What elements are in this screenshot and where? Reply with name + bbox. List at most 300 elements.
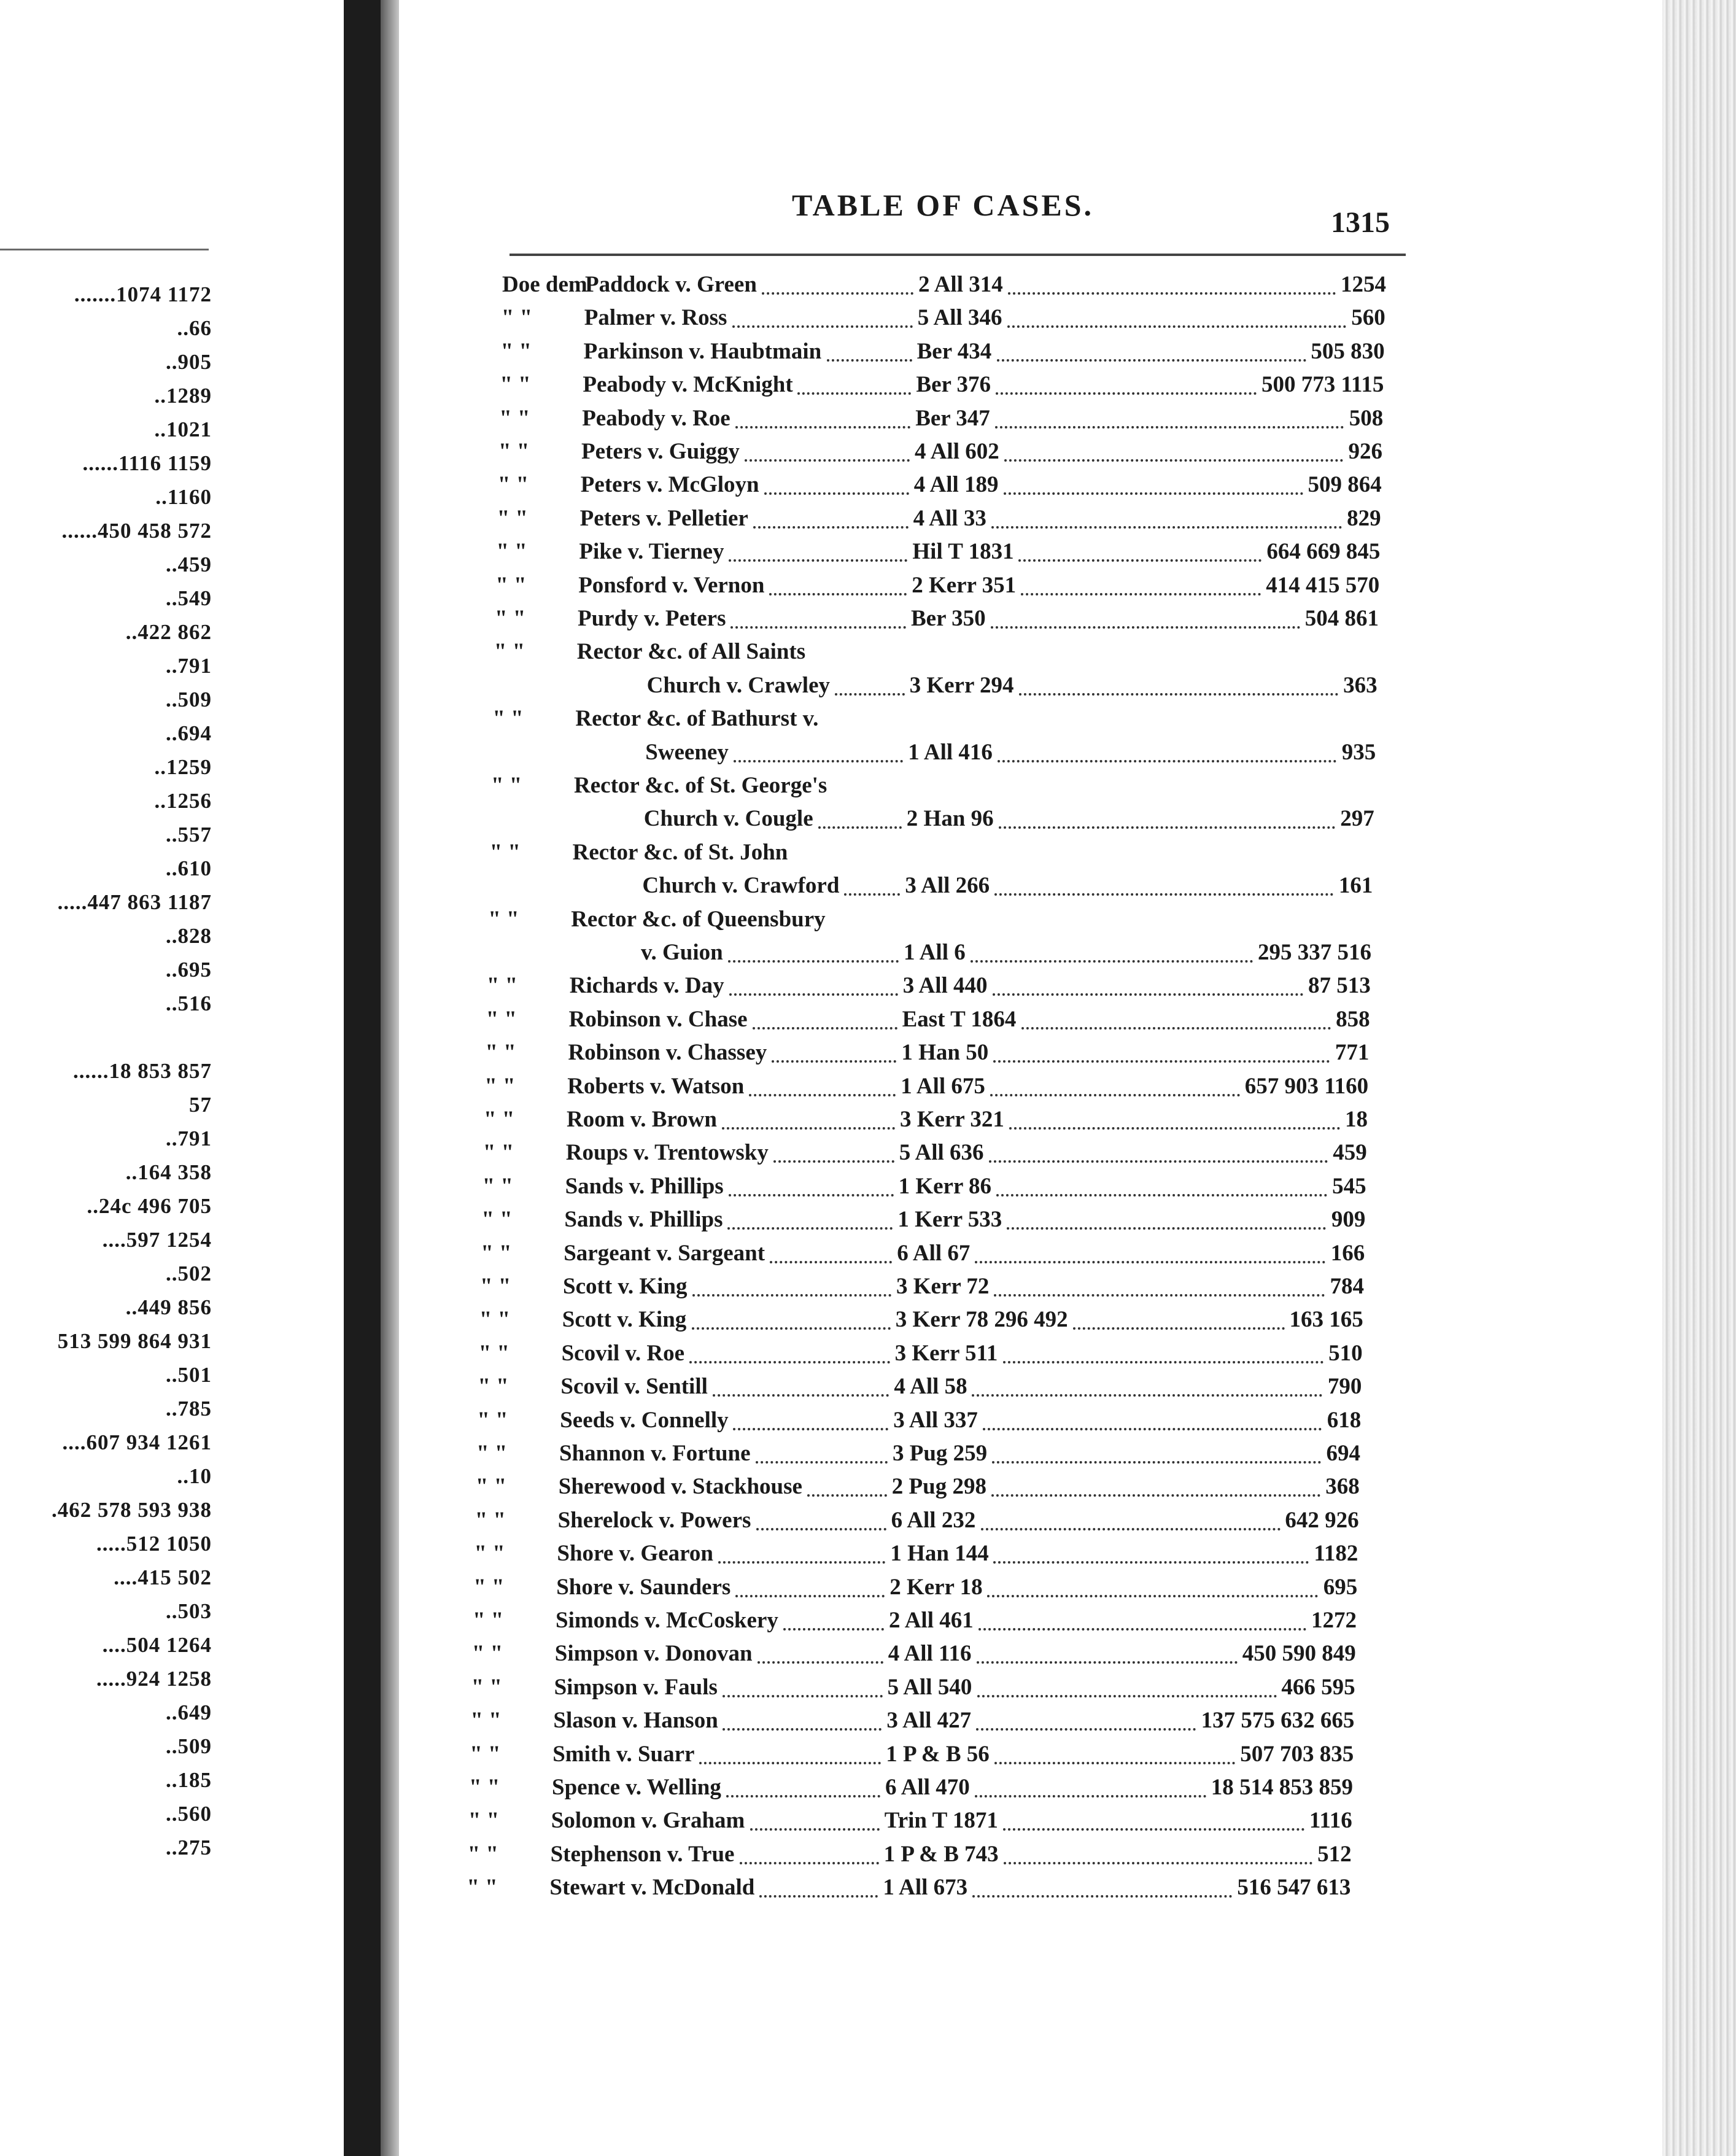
table-row <box>483 1139 1367 1170</box>
left-facing-page <box>0 0 344 2156</box>
page-references: 466 595 <box>1281 1674 1355 1700</box>
case-reference: 3 All 266 <box>905 873 990 899</box>
case-name: Church v. Crawley <box>646 672 830 698</box>
left-page-line: 513 599 864 931 <box>57 1329 212 1353</box>
left-page-line: ..509 <box>166 1734 212 1758</box>
case-name: Rector &c. of St. John <box>572 839 788 865</box>
dot-leader <box>783 1628 884 1631</box>
case-name: Smith v. Suarr <box>552 1741 695 1767</box>
page-references: 545 <box>1332 1173 1366 1199</box>
ditto-mark: " " <box>473 1574 505 1600</box>
dot-leader <box>1004 492 1303 495</box>
page-references: 161 <box>1338 873 1373 899</box>
case-name: Simonds v. McCoskery <box>556 1608 778 1633</box>
case-name: Purdy v. Peters <box>578 606 726 631</box>
case-reference: Ber 350 <box>911 606 986 631</box>
dot-leader <box>975 1795 1206 1797</box>
table-row <box>470 1707 1354 1738</box>
dot-leader <box>994 1294 1325 1297</box>
case-name: Rector &c. of St. George's <box>574 773 827 798</box>
ditto-mark: " " <box>495 606 526 631</box>
dot-leader <box>1007 1227 1326 1230</box>
page-references: 18 <box>1345 1107 1368 1132</box>
table-row <box>495 572 1379 603</box>
left-page-line: ..10 <box>177 1464 212 1488</box>
page-references: 87 513 <box>1308 973 1371 999</box>
ditto-mark: " " <box>500 338 532 364</box>
page-references: 829 <box>1347 505 1381 531</box>
dot-leader <box>992 1461 1321 1464</box>
table-row <box>489 872 1373 903</box>
case-reference: 1 Han 144 <box>890 1541 989 1567</box>
dot-leader <box>1003 1361 1323 1363</box>
case-name: Stephenson v. True <box>550 1841 735 1867</box>
left-page-line: ..164 358 <box>125 1160 212 1184</box>
dot-leader <box>764 492 909 495</box>
dot-leader <box>732 325 913 328</box>
case-reference: 4 All 602 <box>915 439 999 464</box>
case-reference: 1 All 673 <box>883 1875 968 1901</box>
case-reference: 3 All 427 <box>886 1708 972 1734</box>
left-page-line: ......18 853 857 <box>73 1059 212 1083</box>
case-name: Peabody v. Roe <box>582 405 730 431</box>
dot-leader <box>977 1661 1238 1664</box>
page-references: 507 703 835 <box>1240 1741 1354 1767</box>
dot-leader <box>740 1862 879 1864</box>
case-name: Scovil v. Roe <box>561 1340 685 1366</box>
ditto-mark: " " <box>477 1407 508 1433</box>
ditto-mark: " " <box>467 1841 498 1867</box>
dot-leader <box>972 1895 1232 1898</box>
dot-leader <box>991 626 1300 629</box>
case-name: Sands v. Phillips <box>564 1207 723 1233</box>
ditto-mark: " " <box>484 1073 516 1099</box>
table-row <box>473 1574 1357 1605</box>
dot-leader <box>844 893 900 896</box>
case-reference: 3 Kerr 72 <box>896 1274 990 1299</box>
table-row <box>477 1407 1361 1438</box>
ditto-mark: " " <box>481 1240 512 1266</box>
case-name: Rector &c. of Bathurst v. <box>575 706 819 732</box>
case-reference: East T 1864 <box>902 1006 1017 1032</box>
dot-leader <box>770 1261 892 1263</box>
page-references: 1182 <box>1314 1541 1358 1567</box>
left-page-line: ..785 <box>166 1397 212 1421</box>
table-row <box>502 304 1385 335</box>
page-references: 1272 <box>1311 1608 1357 1633</box>
dot-leader <box>729 993 898 996</box>
page-references: 450 590 849 <box>1242 1641 1356 1667</box>
ditto-mark: " " <box>471 1674 502 1700</box>
dot-leader <box>1021 1027 1331 1030</box>
page-references: 1254 <box>1341 272 1386 297</box>
dot-leader <box>728 960 899 963</box>
case-reference: Trin T 1871 <box>884 1808 998 1834</box>
page-references: 664 669 845 <box>1266 539 1381 565</box>
left-page-line: .......1074 1172 <box>74 282 212 306</box>
case-name: Peters v. McGloyn <box>580 472 759 498</box>
ditto-mark: " " <box>492 706 524 732</box>
case-name: Roups v. Trentowsky <box>565 1140 769 1166</box>
dot-leader <box>692 1294 891 1297</box>
case-name: Slason v. Hanson <box>553 1708 718 1734</box>
page-references: 618 <box>1327 1407 1362 1433</box>
table-row <box>490 805 1374 836</box>
dot-leader <box>733 1428 888 1430</box>
dot-leader <box>773 1160 894 1163</box>
case-name: Scott v. King <box>562 1307 687 1333</box>
table-row <box>497 505 1381 536</box>
case-reference: 2 All 314 <box>918 272 1003 297</box>
table-row <box>482 1173 1366 1204</box>
left-page-line: ..791 <box>166 654 212 678</box>
table-row <box>485 1039 1369 1070</box>
ditto-mark: " " <box>489 839 521 865</box>
case-reference: 1 Han 50 <box>901 1040 989 1066</box>
table-row <box>471 1674 1355 1705</box>
page-references: 512 <box>1317 1841 1352 1867</box>
dot-leader <box>729 559 907 562</box>
ditto-mark: " " <box>484 1107 515 1132</box>
dot-leader <box>994 1762 1235 1764</box>
ditto-mark: " " <box>498 439 530 464</box>
dot-leader <box>735 426 910 428</box>
case-reference: 1 All 6 <box>904 940 966 965</box>
ditto-mark: " " <box>499 405 530 431</box>
dot-leader <box>699 1762 881 1764</box>
case-name: Robinson v. Chassey <box>568 1040 767 1066</box>
left-page-line: ......450 458 572 <box>61 519 212 543</box>
case-name: Pike v. Tierney <box>579 539 724 565</box>
dot-leader <box>993 993 1303 996</box>
table-row <box>472 1640 1356 1671</box>
case-name: Spence v. Welling <box>552 1775 721 1800</box>
left-page-line: ..1021 <box>154 417 212 441</box>
dot-leader <box>1007 325 1346 328</box>
dot-leader <box>990 1094 1240 1096</box>
table-row <box>501 338 1385 369</box>
ditto-mark: " " <box>473 1608 504 1633</box>
left-page-line: ..459 <box>166 553 212 576</box>
ditto-mark: " " <box>486 973 518 999</box>
dot-leader <box>1003 1828 1304 1831</box>
ditto-mark: " " <box>488 906 519 932</box>
ditto-mark: Doe dem <box>502 272 587 297</box>
dot-leader <box>722 1127 895 1130</box>
table-row <box>498 471 1382 502</box>
page-references: 18 514 853 859 <box>1211 1775 1353 1800</box>
dot-leader <box>997 359 1306 362</box>
left-page-line: ..905 <box>166 350 212 374</box>
table-row <box>495 605 1379 636</box>
case-reference: Ber 376 <box>916 372 991 398</box>
case-reference: Ber 347 <box>915 405 990 431</box>
table-row <box>492 705 1376 736</box>
case-reference: 3 All 440 <box>902 973 988 999</box>
dot-leader <box>727 1227 893 1230</box>
ditto-mark: " " <box>482 1173 513 1199</box>
case-reference: Hil T 1831 <box>912 539 1014 565</box>
ditto-mark: " " <box>479 1307 511 1333</box>
page-references: 510 <box>1328 1340 1363 1366</box>
case-name: Simpson v. Fauls <box>554 1674 718 1700</box>
dot-leader <box>976 1728 1196 1731</box>
table-row <box>496 538 1380 569</box>
page-references: 695 <box>1323 1574 1358 1600</box>
table-row <box>467 1874 1350 1905</box>
case-name: Roberts v. Watson <box>567 1073 745 1099</box>
table-row <box>491 772 1375 803</box>
dot-leader <box>756 1528 886 1530</box>
table-row <box>486 1006 1370 1037</box>
dot-leader <box>718 1561 885 1564</box>
dot-leader <box>1009 1127 1340 1130</box>
dot-leader <box>753 526 909 529</box>
ditto-mark: " " <box>497 505 528 531</box>
table-row <box>484 1106 1368 1137</box>
case-name: Shore v. Saunders <box>556 1574 731 1600</box>
case-reference: 2 All 461 <box>889 1608 974 1633</box>
dot-leader <box>1019 693 1338 696</box>
case-name: Palmer v. Ross <box>584 305 727 331</box>
case-name: Simpson v. Donovan <box>554 1641 753 1667</box>
table-row <box>469 1774 1353 1805</box>
dot-leader <box>713 1394 889 1397</box>
case-reference: 6 All 470 <box>885 1775 970 1800</box>
case-reference: 3 All 337 <box>893 1407 978 1433</box>
dot-leader <box>971 960 1253 963</box>
dot-leader <box>998 760 1336 762</box>
table-row <box>470 1741 1354 1772</box>
case-name: Peabody v. McKnight <box>583 372 793 398</box>
table-row <box>487 972 1371 1003</box>
dot-leader <box>996 1194 1327 1196</box>
ditto-mark: " " <box>470 1741 501 1767</box>
table-row <box>480 1273 1364 1304</box>
ditto-mark: " " <box>474 1541 505 1567</box>
case-reference: 3 Kerr 321 <box>900 1107 1004 1132</box>
table-row <box>478 1373 1362 1404</box>
dot-leader <box>750 1828 880 1831</box>
dot-leader <box>797 392 911 395</box>
dot-leader <box>1018 559 1261 562</box>
left-page-line: ..509 <box>166 688 212 712</box>
case-reference: 2 Kerr 18 <box>889 1574 983 1600</box>
ditto-mark: " " <box>468 1808 500 1834</box>
case-name: Seeds v. Connelly <box>560 1407 729 1433</box>
left-page-line: ......1116 1159 <box>82 451 212 475</box>
table-row <box>479 1306 1363 1337</box>
dot-leader <box>735 1595 885 1597</box>
dot-leader <box>723 1728 882 1731</box>
table-row <box>499 405 1383 436</box>
ditto-mark: " " <box>475 1507 506 1533</box>
dot-leader <box>772 1060 896 1063</box>
dot-leader <box>993 1060 1330 1063</box>
ditto-mark: " " <box>478 1340 510 1366</box>
left-page-line: ..560 <box>166 1802 212 1826</box>
dot-leader <box>1004 1862 1312 1864</box>
case-reference: 1 Kerr 86 <box>898 1173 991 1199</box>
page-references: 500 773 1115 <box>1261 372 1384 398</box>
ditto-mark: " " <box>485 1040 516 1066</box>
dot-leader <box>995 426 1344 428</box>
dot-leader <box>729 1194 894 1196</box>
dot-leader <box>749 1094 896 1096</box>
left-page-line: ..422 862 <box>125 620 212 644</box>
page-title: TABLE OF CASES. <box>792 188 1095 222</box>
dot-leader <box>734 760 903 762</box>
dot-leader <box>996 392 1257 395</box>
left-page-line: ..695 <box>166 958 212 982</box>
case-name: Sweeney <box>645 739 729 765</box>
left-page-line: .....447 863 1187 <box>57 890 212 914</box>
case-name: Robinson v. Chase <box>568 1006 748 1032</box>
case-reference: 2 Han 96 <box>906 806 994 832</box>
table-row <box>484 1073 1368 1104</box>
dot-leader <box>978 1628 1306 1631</box>
case-reference: 6 All 67 <box>897 1240 971 1266</box>
case-name: Sherelock v. Powers <box>557 1507 751 1533</box>
left-page-line: ....504 1264 <box>102 1633 212 1657</box>
ditto-mark: " " <box>500 372 531 398</box>
dot-leader <box>1073 1327 1285 1330</box>
case-reference: 2 Kerr 351 <box>912 572 1017 598</box>
ditto-mark: " " <box>476 1441 508 1466</box>
page-references: 560 <box>1351 305 1385 331</box>
page-references: 909 <box>1331 1207 1366 1233</box>
dot-leader <box>753 1027 897 1030</box>
left-page-line: ..1259 <box>154 755 212 779</box>
page-references: 504 861 <box>1304 606 1379 631</box>
left-page-line: ..503 <box>166 1599 212 1623</box>
page-references: 505 830 <box>1311 338 1385 364</box>
case-reference: 5 All 346 <box>917 305 1002 331</box>
page-references: 1116 <box>1309 1808 1352 1834</box>
case-reference: 1 Kerr 533 <box>897 1207 1002 1233</box>
page-references: 926 <box>1348 439 1382 464</box>
dot-leader <box>689 1361 890 1363</box>
case-name: Peters v. Pelletier <box>579 505 748 531</box>
table-row <box>468 1807 1352 1838</box>
table-row <box>494 638 1378 669</box>
page-references: 508 <box>1349 405 1384 431</box>
case-reference: 1 All 416 <box>908 739 993 765</box>
dot-leader <box>981 1528 1281 1530</box>
left-page-line: .462 578 593 938 <box>52 1498 212 1522</box>
ditto-mark: " " <box>480 1274 511 1299</box>
left-page-line: ..649 <box>166 1700 212 1724</box>
case-name: Rector &c. of Queensbury <box>571 906 826 932</box>
case-name: Shannon v. Fortune <box>559 1441 751 1466</box>
left-page-line: ..66 <box>177 316 212 340</box>
ditto-mark: " " <box>469 1775 500 1800</box>
dot-leader <box>762 292 913 295</box>
dot-leader <box>975 1261 1325 1263</box>
left-page-line: ..275 <box>166 1836 212 1859</box>
case-name: Shore v. Gearon <box>557 1541 713 1567</box>
ditto-mark: " " <box>482 1140 514 1166</box>
ditto-mark: " " <box>481 1207 513 1233</box>
left-page-line: ..557 <box>166 823 212 847</box>
case-reference: 3 Pug 259 <box>893 1441 988 1466</box>
page-references: 642 926 <box>1285 1507 1359 1533</box>
table-row <box>481 1206 1365 1237</box>
left-page-line: ..791 <box>166 1126 212 1150</box>
table-row <box>492 739 1376 770</box>
left-page-line: ..828 <box>166 924 212 948</box>
table-row <box>490 839 1374 870</box>
left-page-line: ..1289 <box>154 384 212 408</box>
page-references: 657 903 1160 <box>1244 1073 1369 1099</box>
case-reference: 3 Kerr 294 <box>909 672 1014 698</box>
dot-leader <box>758 1661 883 1664</box>
page-references: 363 <box>1343 672 1378 698</box>
table-row <box>476 1473 1360 1504</box>
dot-leader <box>972 1394 1322 1397</box>
dot-leader <box>769 593 907 595</box>
ditto-mark: " " <box>470 1708 502 1734</box>
left-page-line: ..516 <box>166 991 212 1015</box>
dot-leader <box>730 626 906 629</box>
dot-leader <box>756 1461 888 1464</box>
case-name: Richards v. Day <box>569 973 724 999</box>
dot-leader <box>983 1428 1322 1430</box>
dot-leader <box>1008 292 1336 295</box>
ditto-mark: " " <box>501 305 533 331</box>
case-reference: Ber 434 <box>916 338 992 364</box>
header-rule <box>510 254 1406 256</box>
dot-leader <box>991 526 1342 529</box>
left-page-line: .....512 1050 <box>96 1532 212 1556</box>
page-references: 137 575 632 665 <box>1201 1708 1355 1734</box>
case-reference: 4 All 189 <box>913 472 999 498</box>
left-page-line: ....607 934 1261 <box>62 1430 212 1454</box>
page-references: 784 <box>1330 1274 1364 1299</box>
left-page-line: 57 <box>189 1093 212 1117</box>
case-reference: 6 All 232 <box>891 1507 976 1533</box>
case-reference: 2 Pug 298 <box>891 1474 986 1500</box>
case-name: Stewart v. McDonald <box>549 1875 755 1901</box>
case-name: Sands v. Phillips <box>565 1173 724 1199</box>
table-row <box>500 371 1384 402</box>
left-page-line: ..449 856 <box>125 1295 212 1319</box>
table-row <box>498 438 1382 469</box>
dot-leader <box>692 1327 891 1330</box>
page-references: 295 337 516 <box>1258 940 1371 965</box>
dot-leader <box>726 1795 880 1797</box>
table-row <box>487 939 1371 970</box>
left-page-line: ..549 <box>166 586 212 610</box>
case-name: Peters v. Guiggy <box>581 439 740 464</box>
page-references: 166 <box>1330 1240 1365 1266</box>
page-references: 935 <box>1341 739 1376 765</box>
left-page-line: .....924 1258 <box>96 1667 212 1691</box>
dot-leader <box>999 826 1335 829</box>
dot-leader <box>989 1160 1328 1163</box>
ditto-mark: " " <box>495 572 527 598</box>
left-header-rule <box>0 249 209 250</box>
case-name: Parkinson v. Haubtmain <box>583 338 822 364</box>
case-name: Paddock v. Green <box>585 272 757 297</box>
case-reference: 3 Kerr 511 <box>894 1340 998 1366</box>
dot-leader <box>835 693 905 696</box>
case-name: Church v. Crawford <box>642 873 840 899</box>
dot-leader <box>977 1695 1277 1697</box>
case-name: Scott v. King <box>563 1274 688 1299</box>
table-row <box>481 1240 1365 1271</box>
left-page-line: ....597 1254 <box>102 1228 212 1252</box>
